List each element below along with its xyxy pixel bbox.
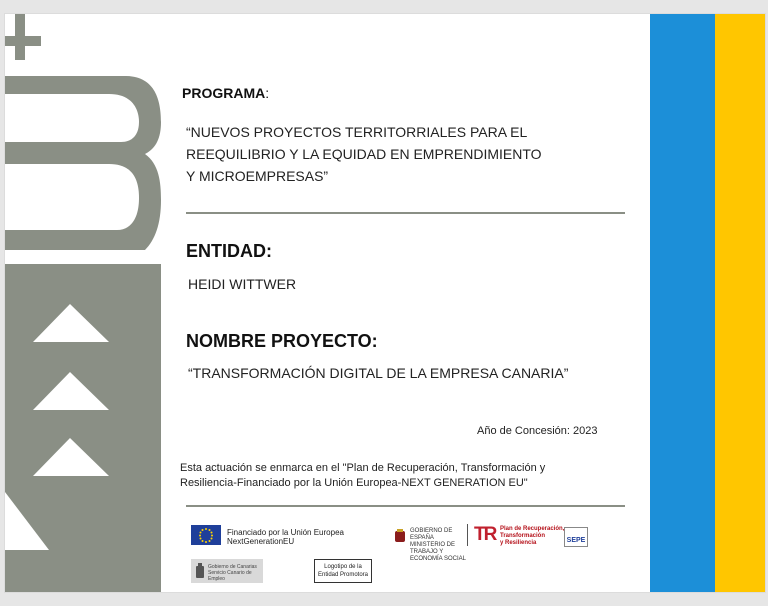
divider: [186, 505, 625, 507]
divider: [467, 524, 468, 546]
sepe-logo: SEPE: [564, 527, 588, 547]
eu-logo-text: Financiado por la Unión Europea NextGenerationEU: [227, 528, 344, 546]
emblem-cross-horizontal: [5, 36, 41, 46]
poster: [4, 13, 766, 593]
programa-line: “NUEVOS PROYECTOS TERRITORRIALES PARA EL: [186, 124, 528, 140]
canarias-emblem-graphic: [5, 14, 175, 592]
entidad-value: HEIDI WITTWER: [188, 276, 297, 292]
entidad-label: ENTIDAD:: [186, 241, 272, 261]
anio-concesion: Año de Concesión: 2023: [477, 425, 598, 437]
divider: [186, 212, 625, 214]
actuacion-line: Resiliencia-Financiado por la Unión Europea-NEXT GENERATION EU": [180, 477, 528, 489]
actuacion-text: [180, 461, 640, 491]
programa-line: Y MICROEMPRESAS”: [186, 168, 329, 184]
entidad-promotora-logo-placeholder: Logotipo de la Entidad Promotora: [314, 559, 372, 583]
proyecto-value: “TRANSFORMACIÓN DIGITAL DE LA EMPRESA CANARIA”: [188, 365, 569, 381]
eu-flag-icon: [191, 525, 221, 545]
gobierno-espana-text: GOBIERNO DE ESPAÑA MINISTERIO DE TRABAJO Y ECONOMÍA SOCIAL: [410, 528, 467, 562]
spain-coat-of-arms-icon: [393, 529, 407, 543]
plan-recuperacion-text: Plan de Recuperación, Transformación y Resiliencia: [500, 526, 565, 546]
programa-heading: PROGRAMA:: [182, 85, 270, 101]
blue-stripe: [650, 14, 715, 592]
proyecto-label: NOMBRE PROYECTO:: [186, 331, 378, 351]
programa-line: REEQUILIBRIO Y LA EQUIDAD EN EMPRENDIMIENTO: [186, 146, 542, 162]
emblem-crown-cutout-bottom: [5, 164, 139, 230]
canarias-logo: Gobierno de Canarias Servicio Canario de Empleo: [191, 559, 263, 583]
programa-text: [186, 121, 626, 187]
tr-logo-icon: TR: [474, 524, 496, 545]
yellow-stripe: [715, 14, 765, 592]
actuacion-line: Esta actuación se enmarca en el "Plan de Recuperación, Transformación y: [180, 462, 546, 474]
emblem-crown-cutout-top: [5, 94, 139, 142]
